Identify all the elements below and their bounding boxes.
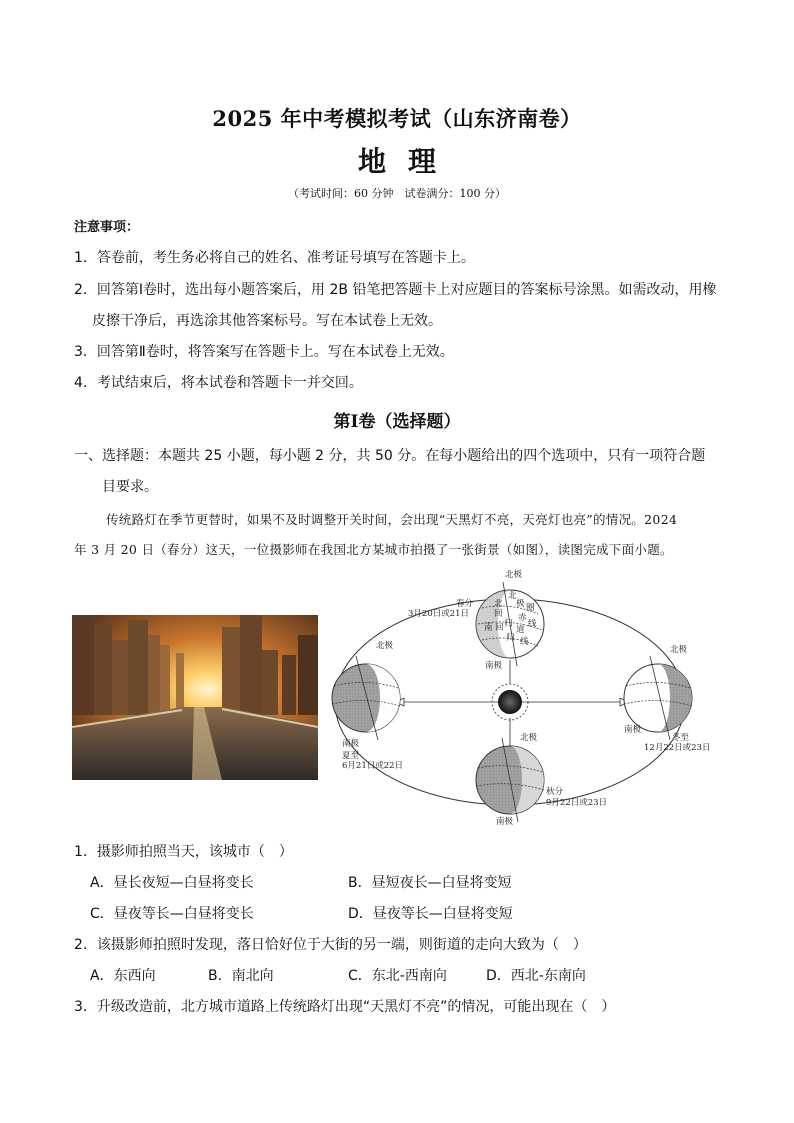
notice-item: 1．答卷前，考生务必将自己的姓名、准考证号填写在答题卡上。 [74,250,475,266]
diagram-label: 北极 [520,733,538,743]
option-b[interactable]: B．昼短夜长—白昼将变短 [348,875,512,891]
exam-info: （考试时间：60 分钟 试卷满分：100 分） [288,187,506,200]
notice-item: 2．回答第Ⅰ卷时，选出每小题答案后，用 2B 铅笔把答题卡上对应题目的答案标号涂黑。如需改动，用橡 [74,282,717,298]
option-d[interactable]: D．西北-东南向 [486,968,586,984]
diagram-label: 北极 [376,641,394,651]
diagram-label: 归 [504,619,513,629]
diagram-label: 南极 [342,739,360,749]
label-north-pole: 北极 [505,570,523,580]
label-autumn: 秋分 [546,787,564,797]
notice-item: 4．考试结束后，将本试卷和答题卡一并交回。 [74,375,363,391]
diagram-label: 道 [516,625,525,635]
subject-title: 地理 [357,145,458,178]
label-autumn-date: 9月22日或23日 [546,798,608,808]
passage-line: 传统路灯在季节更替时，如果不及时调整开关时间，会出现“天黑灯不亮，天亮灯也亮”的情况。2024 [106,512,678,527]
option-c[interactable]: C．东北-西南向 [348,968,447,984]
section-title: 第Ⅰ卷（选择题） [333,412,461,432]
option-a[interactable]: A．昼长夜短—白昼将变长 [90,875,254,891]
option-d[interactable]: D．昼夜等长—白昼将变短 [348,906,513,922]
diagram-label: 南 [484,623,493,633]
diagram-label: 回 [495,623,504,633]
label-summer: 夏至 [342,751,360,761]
diagram-label: 赤 [518,613,527,623]
part-instructions-continued: 目要求。 [102,479,158,495]
label-spring-date: 3月20日或21日 [408,609,470,619]
option-a[interactable]: A．东西向 [90,968,156,984]
diagram-label: 南极 [496,817,514,827]
earth-summer-icon [332,656,400,740]
diagram-label: 圈 [526,603,535,613]
passage-line: 年 3 月 20 日（春分）这天，一位摄影师在我国北方某城市拍摄了一张街景（如图），读图完成下面小题。 [74,542,673,557]
notice-item: 3．回答第Ⅱ卷时，将答案写在答题卡上。写在本试卷上无效。 [74,344,454,360]
question-1-stem: 1．摄影师拍照当天，该城市（ ） [74,844,293,860]
label-winter: 冬至 [672,733,690,743]
label-summer-date: 6月21日或22日 [342,761,404,771]
diagram-label: 极 [516,599,525,609]
earth-autumn-icon [476,738,544,822]
exam-title: 2025 年中考模拟考试（山东济南卷） [212,106,582,131]
question-3-stem: 3．升级改造前，北方城市道路上传统路灯出现“天黑灯不亮”的情况，可能出现在（ ） [74,999,616,1015]
diagram-label: 北 [494,599,503,609]
diagram-label: 北 [508,591,517,601]
option-c[interactable]: C．昼夜等长—白昼将变长 [90,906,254,922]
option-b[interactable]: B．南北向 [208,968,274,984]
label-spring: 春分 [456,599,474,609]
earth-revolution-diagram [320,568,740,828]
label-south-pole: 南极 [485,661,503,671]
label-winter-date: 12月22日或23日 [644,743,711,753]
question-2-stem: 2．该摄影师拍照时发现，落日恰好位于大街的另一端，则街道的走向大致为（ ） [74,937,587,953]
notice-heading: 注意事项： [74,220,140,235]
diagram-label: 线 [528,619,537,629]
diagram-label: 回 [494,609,503,619]
notice-item-continued: 皮擦干净后，再选涂其他答案标号。写在本试卷上无效。 [92,313,442,329]
diagram-label: 归 [506,633,515,643]
diagram-label: 线 [520,637,529,647]
diagram-label: 北极 [670,645,688,655]
street-sunset-photo [72,615,318,780]
diagram-label: 南极 [624,725,642,735]
part-instructions: 一、选择题：本题共 25 小题，每小题 2 分，共 50 分。在每小题给出的四个选项中，只有一项符合题 [74,448,706,464]
